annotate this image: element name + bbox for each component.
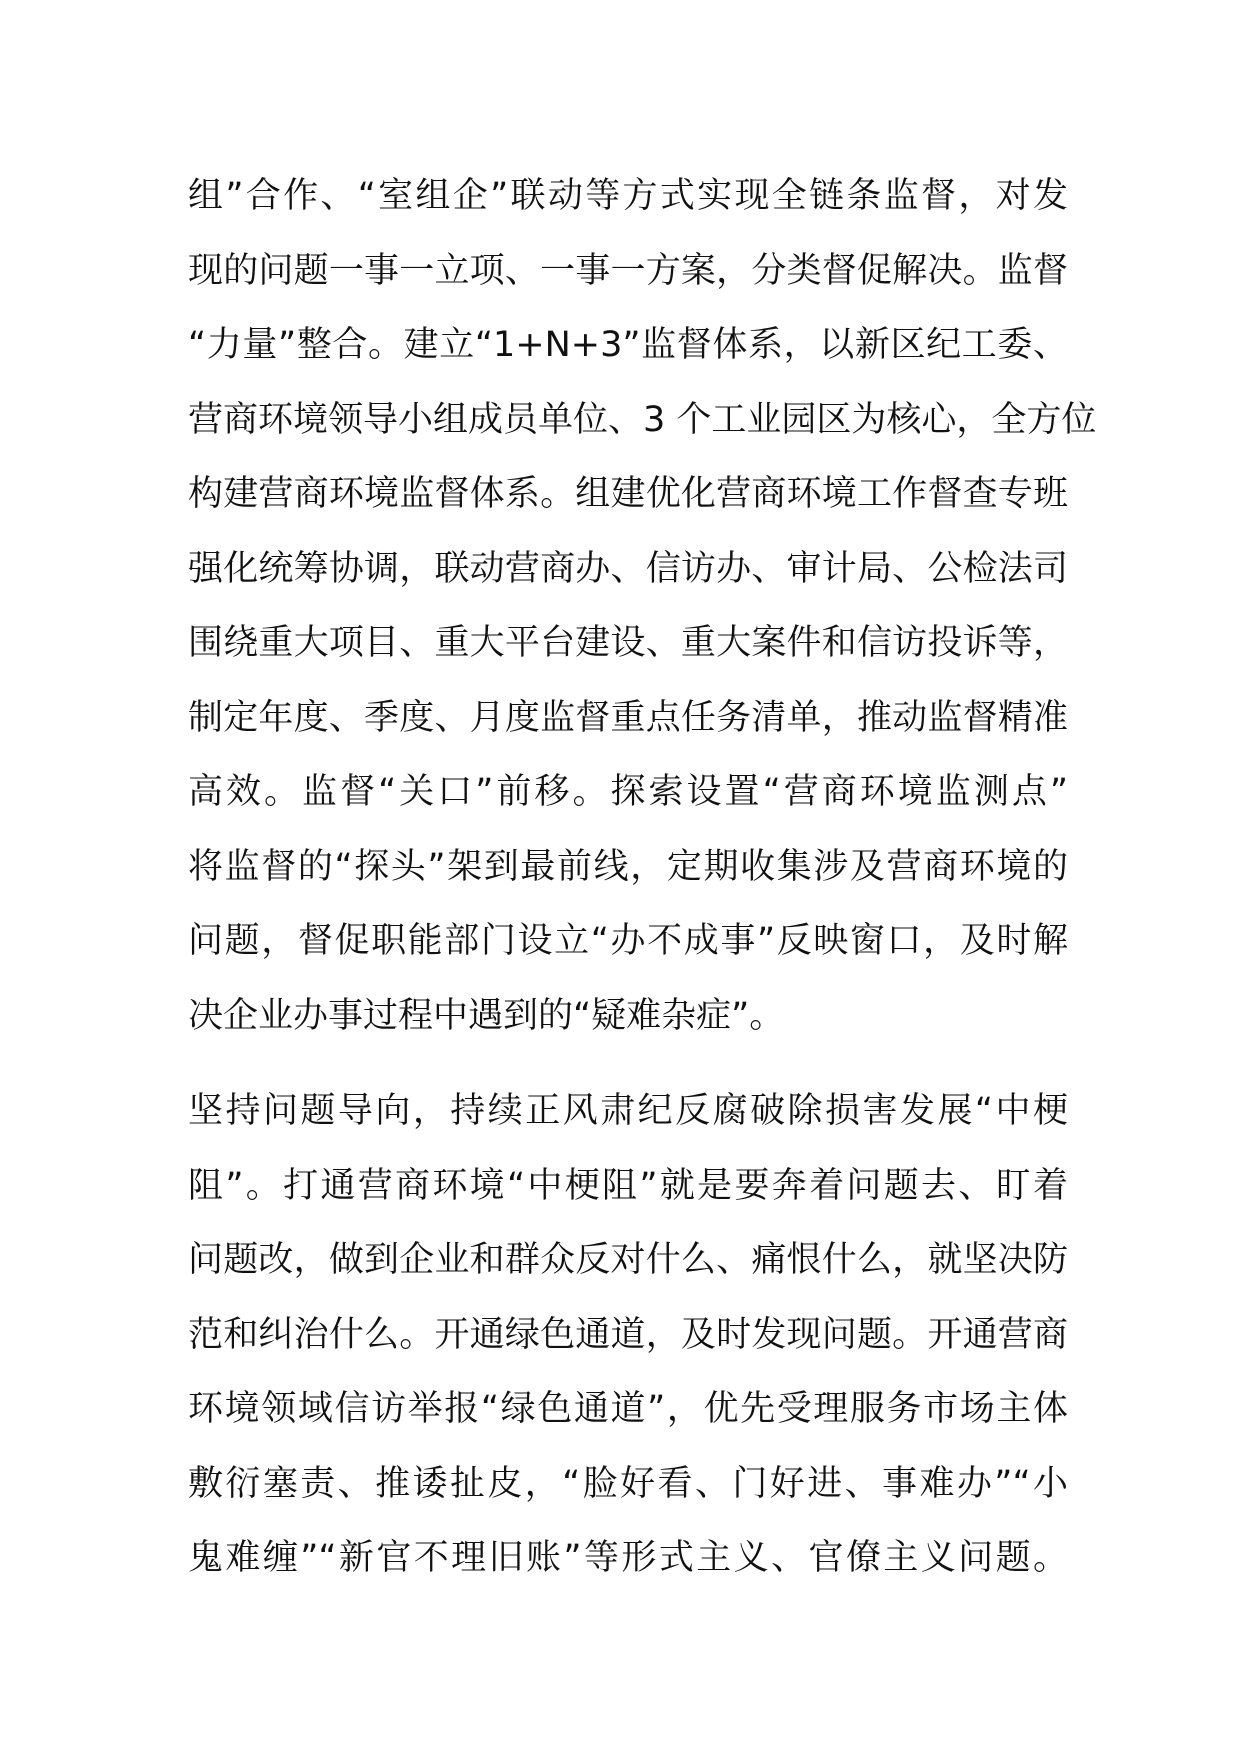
text-line: 构建营商环境监督体系。组建优化营商环境工作督查专班 [188, 474, 1068, 514]
text-line: 敷衍塞责、推诿扯皮，“脸好看、门好进、事难办”“小 [188, 1463, 1068, 1504]
text-line: 围绕重大项目、重大平台建设、重大案件和信访投诉等， [188, 623, 1068, 663]
text-line: 组”合作、“室组企”联动等方式实现全链条监督，对发 [188, 176, 1068, 216]
text-line: 环境领域信访举报“绿色通道”，优先受理服务市场主体 [188, 1389, 1068, 1429]
text-line: 制定年度、季度、月度监督重点任务清单，推动监督精准 [188, 697, 1068, 738]
text-line: 高效。监督“关口”前移。探索设置“营商环境监测点” [188, 772, 1068, 812]
text-line: 强化统筹协调，联动营商办、信访办、审计局、公检法司 [188, 548, 1068, 589]
text-line: “力量”整合。建立“1+N+3”监督体系，以新区纪工委、 [188, 325, 1068, 365]
paragraph [188, 159, 1097, 1053]
text-line: 阻”。打通营商环境“中梗阻”就是要奔着问题去、盯着 [188, 1165, 1068, 1206]
text-line: 问题改，做到企业和群众反对什么、痛恨什么，就坚决防 [188, 1240, 1068, 1280]
text-line: 营商环境领导小组成员单位、3 个工业园区为核心，全方位 [188, 399, 1097, 440]
text-line: 现的问题一事一立项、一事一方案，分类督促解决。监督 [188, 250, 1068, 291]
text-line: 坚持问题导向，持续正风肃纪反腐破除损害发展“中梗 [188, 1091, 1068, 1131]
text-line: 范和纠治什么。开通绿色通道，及时发现问题。开通营商 [188, 1314, 1068, 1355]
text-line: 决企业办事过程中遇到的“疑难杂症”。 [188, 995, 785, 1036]
text-line: 鬼难缠”“新官不理旧账”等形式主义、官僚主义问题。 [188, 1538, 1068, 1578]
paragraph [188, 1074, 1068, 1596]
text-line: 问题，督促职能部门设立“办不成事”反映窗口，及时解 [188, 921, 1068, 961]
text-line: 将监督的“探头”架到最前线，定期收集涉及营商环境的 [188, 846, 1068, 887]
